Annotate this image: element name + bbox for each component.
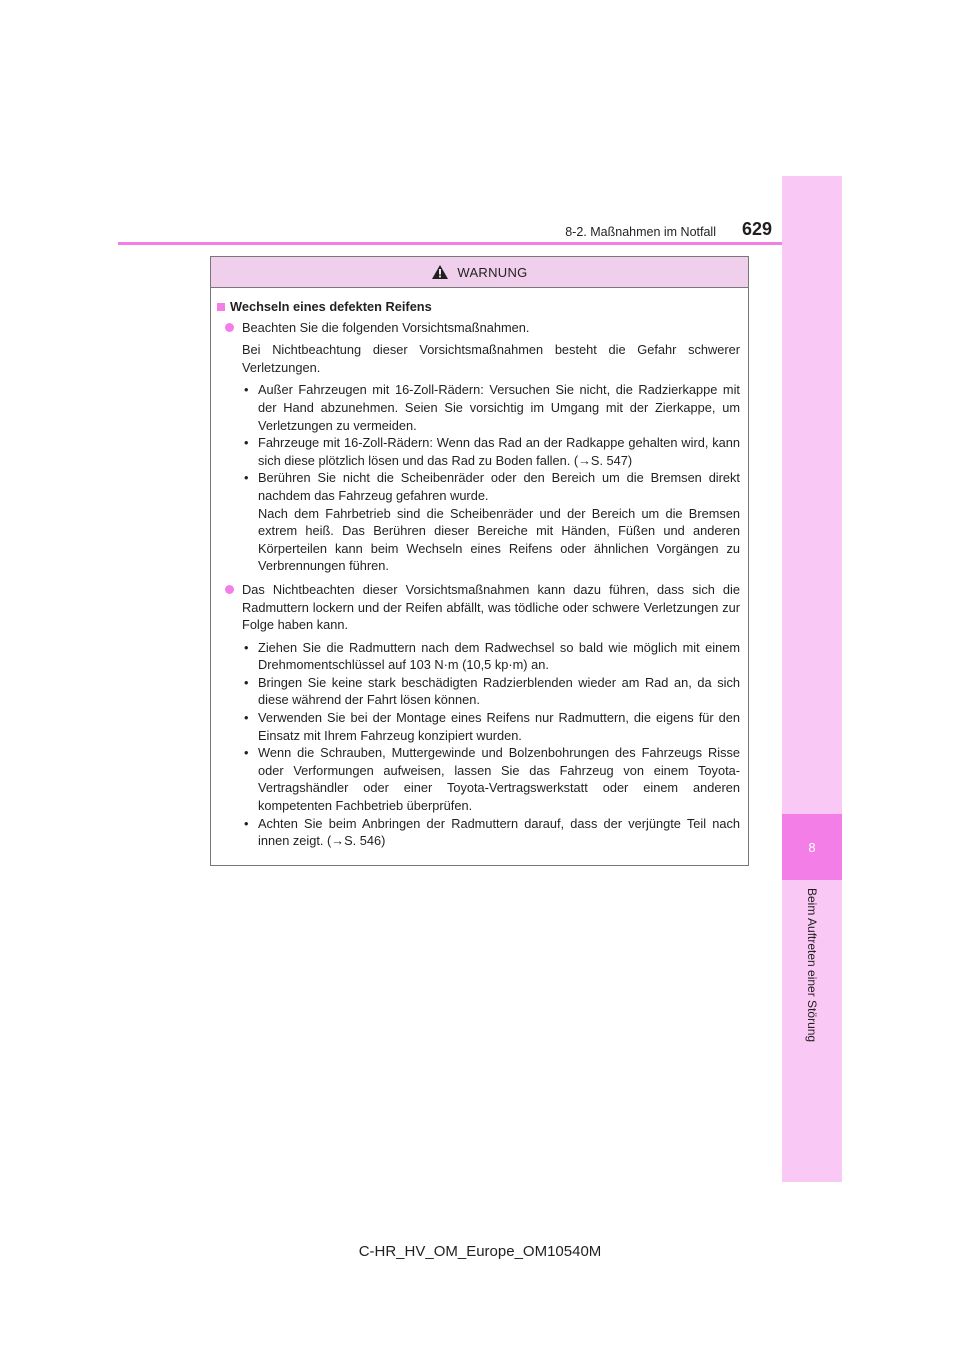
warning-item-1-para: Bei Nichtbeachtung dieser Vorsichtsmaßnahmen besteht die Gefahr schwerer Verletzungen. [242,342,740,375]
header-rule [118,242,782,245]
heading-square-icon [217,303,225,311]
warning-header [211,257,748,288]
list-item: • Ziehen Sie die Radmuttern nach dem Radwechsel so bald wie möglich mit einem Drehmomentschlüssel auf 103 N·m (10,5 kp·m) an. [242,639,740,674]
document-id: C-HR_HV_OM_Europe_OM10540M [358,1243,602,1260]
list-item: • Wenn die Schrauben, Muttergewinde und Bolzenbohrungen des Fahrzeugs Risse oder Verformungen aufweisen, lassen Sie das Fahrzeug von einem Toyota-Vertragshändler oder einer Toyota-Vertragswerkstatt oder einem anderen kompetenten Fachbetrieb überprüfen. [242,744,740,814]
list-item: • Fahrzeuge mit 16-Zoll-Rädern: Wenn das Rad an der Radkappe gehalten wird, kann sich diese plötzlich lösen und das Rad zu Boden fallen. (→S. 547) [242,434,740,469]
warning-box [210,256,749,866]
warning-item-2-bullets [242,639,740,850]
warning-heading [217,298,740,316]
warning-heading-text: Wechseln eines defekten Reifens [230,299,432,314]
list-item: • Verwenden Sie bei der Montage eines Reifens nur Radmuttern, die eigens für den Einsatz mit Ihrem Fahrzeug konzipiert wurden. [242,709,740,744]
list-item: • Berühren Sie nicht die Scheibenräder oder den Bereich um die Bremsen direkt nachdem das Fahrzeug gefahren wurde. Nach dem Fahrbetrieb sind die Scheibenräder und der Bereich um die Bremsen extrem heiß. Das Berühren dieser Bereiche mit Händen, Füßen und anderen Körperteilen kann beim Wechseln eines Reifens oder ähnlichen Vorgängen zu Verbrennungen führen. [242,469,740,575]
warning-item-1-lead-text: Beachten Sie die folgenden Vorsichtsmaßnahmen. [242,319,530,335]
chapter-number-tab[interactable]: 8 [782,814,842,880]
warning-body [211,288,748,850]
warning-triangle-icon [431,264,449,280]
warning-item-1-bullets [242,381,740,575]
chapter-side-label: Beim Auftreten einer Störung [805,888,819,1043]
list-item: • Außer Fahrzeugen mit 16-Zoll-Rädern: Versuchen Sie nicht, die Radzierkappe mit der Hand abzunehmen. Seien Sie vorsichtig im Umgang mit der Zierkappe, um Verletzungen zu vermeiden. [242,381,740,434]
list-item: • Achten Sie beim Anbringen der Radmuttern darauf, dass der verjüngte Teil nach innen zeigt. (→S. 546) [242,815,740,850]
warning-item-2-lead-text: Das Nichtbeachten dieser Vorsichtsmaßnahmen kann dazu führen, dass sich die Radmuttern lockern und der Reifen abfällt, was tödliche oder schwere Verletzungen zur Folge haben kann. [242,581,740,633]
warning-title: WARNUNG [457,264,528,280]
warning-item-2-lead [225,581,740,634]
bullet-circle-icon [225,323,234,332]
section-title: 8-2. Maßnahmen im Notfall [565,225,716,239]
bullet-circle-icon [225,585,234,594]
warning-item-1-lead [225,319,740,337]
page-number: 629 [741,219,772,239]
list-item: • Bringen Sie keine stark beschädigten Radzierblenden wieder am Rad an, da sich diese während der Fahrt lösen können. [242,674,740,709]
